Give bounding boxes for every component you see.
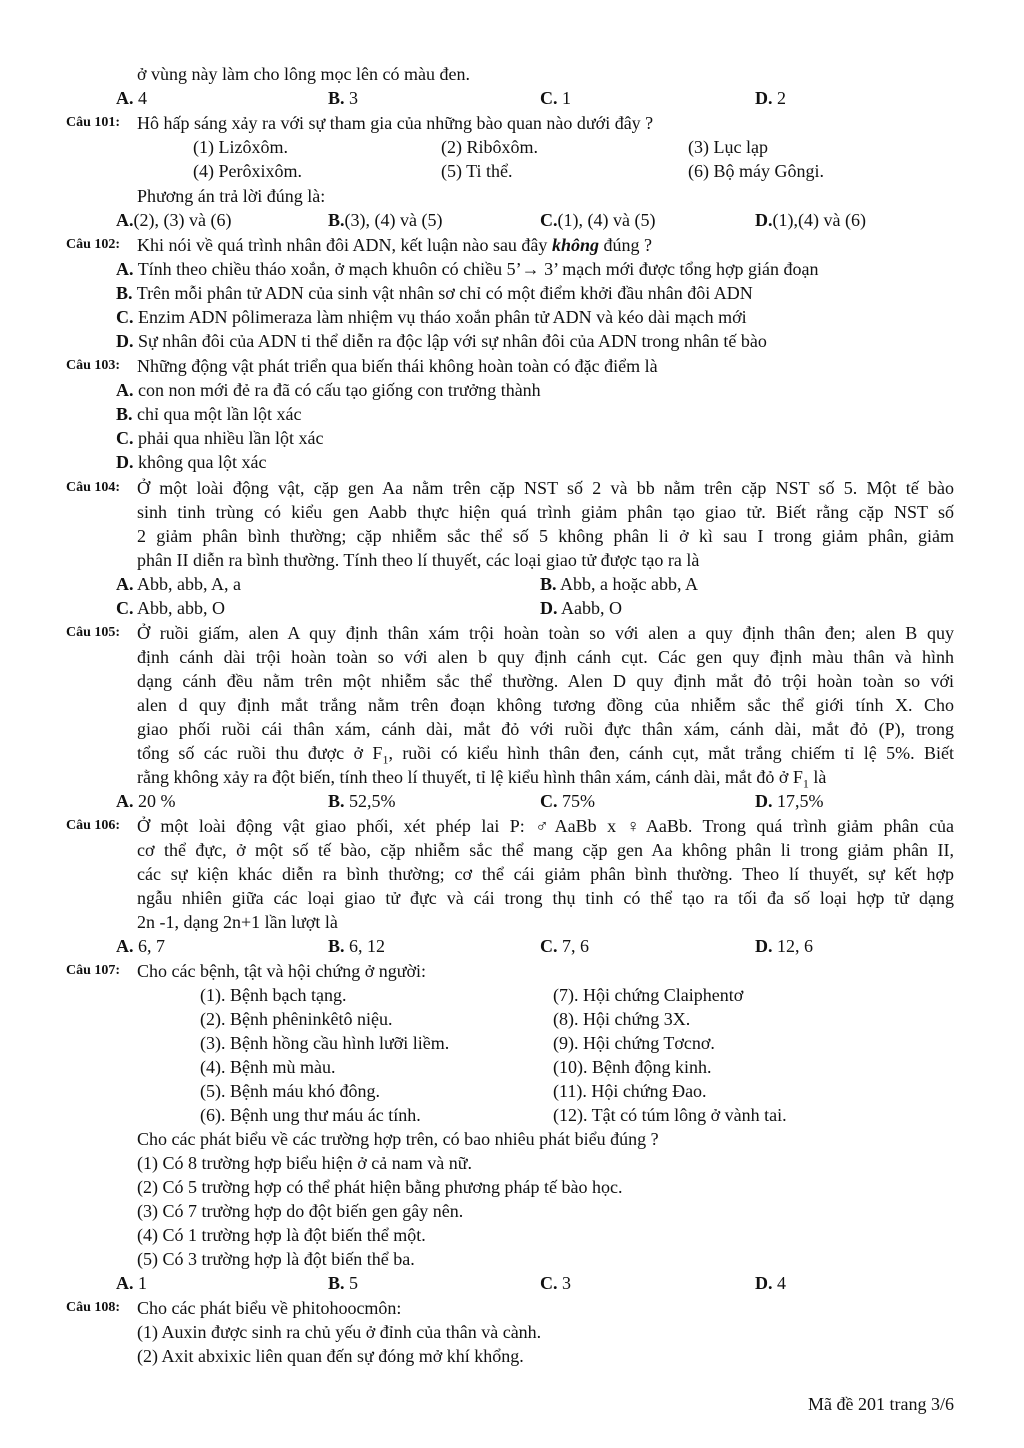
question-number: Câu 106: bbox=[66, 818, 121, 833]
answer-d: D.(1),(4) và (6) bbox=[755, 210, 866, 230]
list-item: (7). Hội chứng Claiphentơ bbox=[553, 985, 744, 1005]
answer-c: C. 1 bbox=[540, 88, 571, 108]
question-stem-line: Ở một loài động vật, cặp gen Aa nằm trên cặp NST số 2 và bb nằm trên cặp NST số 5. Một tế bào bbox=[137, 478, 954, 498]
list-item: (10). Bệnh động kinh. bbox=[553, 1057, 712, 1077]
question-stem: Những động vật phát triển qua biến thái không hoàn toàn có đặc điểm là bbox=[137, 356, 658, 376]
statement: (2) Axit abxixic liên quan đến sự đóng mở khí khổng. bbox=[137, 1346, 524, 1366]
list-item: (6). Bệnh ung thư máu ác tính. bbox=[200, 1105, 421, 1125]
question-stem-line: ngẫu nhiên giữa các loại giao tử đực và cái trong thụ tinh có thể tạo ra tối đa số loại hợp tử dạng bbox=[137, 888, 954, 908]
question-stem-line: Ở một loài động vật giao phối, xét phép lai P: ♂AaBb x ♀AaBb. Trong quá trình giảm phân của bbox=[137, 816, 954, 836]
question-number: Câu 108: bbox=[66, 1300, 121, 1315]
question-stem-line: định cánh dài trội hoàn toàn so với alen b quy định cánh cụt. Các gen quy định màu thân và hình bbox=[137, 647, 954, 667]
option-item: (4) Perôxixôm. bbox=[193, 161, 302, 181]
answer-d: D. 2 bbox=[755, 88, 786, 108]
option-item: (6) Bộ máy Gôngi. bbox=[688, 161, 824, 181]
answer-b: B. 5 bbox=[328, 1273, 359, 1293]
answer-a: A. 6, 7 bbox=[116, 936, 165, 956]
list-item: (3). Bệnh hồng cầu hình lưỡi liềm. bbox=[200, 1033, 450, 1053]
answer-b: B. Abb, a hoặc abb, A bbox=[540, 574, 698, 594]
answer-d: D. Sự nhân đôi của ADN ti thể diễn ra độc lập với sự nhân đôi của ADN trong nhân tế bào bbox=[116, 331, 767, 351]
answer-d: D. 4 bbox=[755, 1273, 786, 1293]
answer-a: A. 1 bbox=[116, 1273, 147, 1293]
statement: (3) Có 7 trường hợp do đột biến gen gây nên. bbox=[137, 1201, 464, 1221]
answer-b: B. 6, 12 bbox=[328, 936, 386, 956]
question-stem-line: 2n -1, dạng 2n+1 lần lượt là bbox=[137, 912, 338, 932]
answer-b: B. chỉ qua một lần lột xác bbox=[116, 404, 302, 424]
statement: (4) Có 1 trường hợp là đột biến thể một. bbox=[137, 1225, 426, 1245]
statement: (5) Có 3 trường hợp là đột biến thể ba. bbox=[137, 1249, 415, 1269]
question-stem-line: phân II diễn ra bình thường. Tính theo lí thuyết, các loại giao tử được tạo ra là bbox=[137, 550, 700, 570]
question-stem-line: tổng số các ruồi thu được ở $F_1$, ruồi có kiểu hình thân đen, cánh cụt, mắt trắng chiếm tỉ lệ 5%. Biết bbox=[137, 743, 955, 767]
answer-b: B.(3), (4) và (5) bbox=[328, 210, 443, 230]
option-item: (5) Ti thể. bbox=[441, 161, 513, 181]
list-item: (12). Tật có túm lông ở vành tai. bbox=[553, 1105, 787, 1125]
question-number: Câu 105: bbox=[66, 625, 121, 640]
list-item: (11). Hội chứng Đao. bbox=[553, 1081, 707, 1101]
question-stem-line: Ở ruồi giấm, alen A quy định thân xám trội hoàn toàn so với alen a quy định thân đen; alen B quy bbox=[137, 623, 954, 643]
question-stem-line: rằng không xảy ra đột biến, tính theo lí thuyết, tỉ lệ kiểu hình thân xám, cánh dài, mắt đỏ ở $F_1$ là bbox=[137, 767, 827, 791]
answer-a: A. Tính theo chiều tháo xoắn, ở mạch khuôn có chiều 5’→ 3’ mạch mới được tổng hợp gián đoạn bbox=[116, 259, 819, 279]
answer-d: D. Aabb, O bbox=[540, 598, 623, 618]
answer-d: D. không qua lột xác bbox=[116, 452, 267, 472]
list-item: (8). Hội chứng 3X. bbox=[553, 1009, 691, 1029]
answer-c: C. 75% bbox=[540, 791, 595, 811]
answer-b: B. Trên mỗi phân tử ADN của sinh vật nhân sơ chỉ có một điểm khởi đầu nhân đôi ADN bbox=[116, 283, 753, 303]
answer-a: A. con non mới đẻ ra đã có cấu tạo giống con trưởng thành bbox=[116, 380, 541, 400]
intro-line: ở vùng này làm cho lông mọc lên có màu đen. bbox=[137, 64, 470, 84]
option-item: (1) Lizôxôm. bbox=[193, 137, 288, 157]
answer-c: C.(1), (4) và (5) bbox=[540, 210, 656, 230]
answer-prompt: Phương án trả lời đúng là: bbox=[137, 186, 326, 206]
question-number: Câu 104: bbox=[66, 480, 121, 495]
answer-a: A. Abb, abb, A, a bbox=[116, 574, 241, 594]
answer-c: C. 3 bbox=[540, 1273, 571, 1293]
question-number: Câu 102: bbox=[66, 237, 121, 252]
answer-b: B. 3 bbox=[328, 88, 359, 108]
list-item: (4). Bệnh mù màu. bbox=[200, 1057, 336, 1077]
question-stem: Khi nói về quá trình nhân đôi ADN, kết luận nào sau đây không đúng ? bbox=[137, 235, 652, 255]
question-stem-line: các sự kiện khác diễn ra bình thường; cơ thể cái giảm phân bình thường. Theo lí thuyết, sự kết hợp bbox=[137, 864, 954, 884]
question-stem: Cho các bệnh, tật và hội chứng ở người: bbox=[137, 961, 426, 981]
answer-a: A. 4 bbox=[116, 88, 147, 108]
list-item: (5). Bệnh máu khó đông. bbox=[200, 1081, 380, 1101]
answer-d: D. 12, 6 bbox=[755, 936, 813, 956]
question-stem-line: cơ thể đực, ở một số tế bào, cặp nhiễm sắc thể mang cặp gen Aa không phân li trong giảm phân II, bbox=[137, 840, 954, 860]
question-stem-line: dạng cánh đều nằm trên một nhiễm sắc thể thường. Alen D quy định mắt đỏ trội hoàn toàn so với bbox=[137, 671, 954, 691]
question-stem: Cho các phát biểu về phitohoocmôn: bbox=[137, 1298, 402, 1318]
answer-c: C. Enzim ADN pôlimeraza làm nhiệm vụ tháo xoắn phân tử ADN và kéo dài mạch mới bbox=[116, 307, 747, 327]
answer-c: C. Abb, abb, O bbox=[116, 598, 226, 618]
question-number: Câu 103: bbox=[66, 358, 121, 373]
answer-a: A.(2), (3) và (6) bbox=[116, 210, 232, 230]
question-stem-line: giao phối ruồi cái thân xám, cánh dài, mắt đỏ với ruồi đực thân xám, cánh dài, mắt đỏ (P), trong bbox=[137, 719, 954, 739]
question-stem-line: alen d quy định mắt trắng nằm trên đoạn không tương đồng của nhiễm sắc thể giới tính X. Cho bbox=[137, 695, 954, 715]
question-stem-line: sinh tinh trùng có kiểu gen Aabb thực hiện quá trình giảm phân tạo giao tử. Biết rằng cặp NST số bbox=[137, 502, 954, 522]
statements-prompt: Cho các phát biểu về các trường hợp trên, có bao nhiêu phát biểu đúng ? bbox=[137, 1129, 659, 1149]
answer-c: C. phải qua nhiều lần lột xác bbox=[116, 428, 324, 448]
question-number: Câu 107: bbox=[66, 963, 121, 978]
list-item: (1). Bệnh bạch tạng. bbox=[200, 985, 347, 1005]
page-footer: Mã đề 201 trang 3/6 bbox=[808, 1394, 954, 1414]
option-item: (3) Lục lạp bbox=[688, 137, 768, 157]
statement: (1) Auxin được sinh ra chủ yếu ở đỉnh của thân và cành. bbox=[137, 1322, 542, 1342]
answer-c: C. 7, 6 bbox=[540, 936, 589, 956]
question-stem-line: 2 giảm phân bình thường; cặp nhiễm sắc thể số 5 không phân li ở kì sau I trong giảm phân, giảm bbox=[137, 526, 954, 546]
option-item: (2) Ribôxôm. bbox=[441, 137, 538, 157]
statement: (2) Có 5 trường hợp có thể phát hiện bằng phương pháp tế bào học. bbox=[137, 1177, 623, 1197]
statement: (1) Có 8 trường hợp biểu hiện ở cả nam và nữ. bbox=[137, 1153, 472, 1173]
answer-b: B. 52,5% bbox=[328, 791, 396, 811]
list-item: (2). Bệnh phêninkêtô niệu. bbox=[200, 1009, 393, 1029]
answer-d: D. 17,5% bbox=[755, 791, 824, 811]
question-stem: Hô hấp sáng xảy ra với sự tham gia của những bào quan nào dưới đây ? bbox=[137, 113, 654, 133]
answer-a: A. 20 % bbox=[116, 791, 176, 811]
question-number: Câu 101: bbox=[66, 115, 121, 130]
list-item: (9). Hội chứng Tơcnơ. bbox=[553, 1033, 715, 1053]
